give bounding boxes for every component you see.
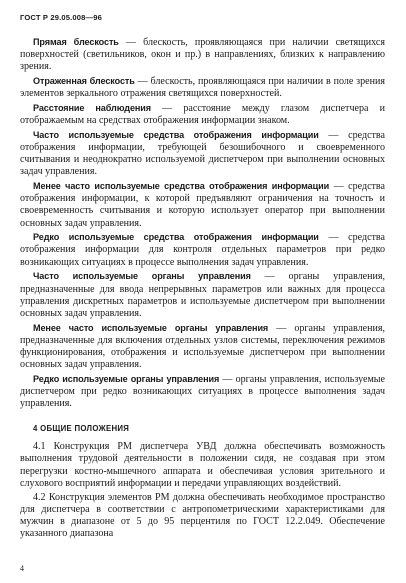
definition-text: — органы управления, предназначенные для включения отдельных узлов системы, переключения режимов функционирования, отображения и используемые диспетчером при выполнении основных задач управления. — [20, 322, 385, 371]
section-paragraph: 4.1 Конструкция РМ диспетчера УВД должна обеспечивать возможность выполнения трудовой деятельности в положении сидя, не создавая при этом перегрузки костно-мышечного аппарата и обеспечивая условия зрительного и слухового восприятий информации и передачи управляющих воздействий. — [20, 441, 385, 489]
definition-term: Менее часто используемые средства отображения информации — [33, 181, 330, 192]
definition-paragraph — [20, 180, 385, 230]
page-number: 4 — [20, 564, 24, 573]
definition-paragraph — [20, 373, 385, 410]
definition-text: — блескость, проявляющаяся при наличии в поле зрения элементов зеркального отражения светящихся поверхностей. — [20, 76, 385, 100]
definition-paragraph — [20, 270, 385, 320]
section-paragraph: 4.2 Конструкция элементов РМ должна обеспечивать необходимое пространство для диспетчера в соответствии с антропометрическими характеристиками для мужчин в диапазоне от 5 до 95 перцентиля по ГОСТ 12.2.049. Обеспечение указанного диапазона — [20, 491, 385, 539]
definition-term: Редко используемые средства отображения информации — [33, 232, 319, 243]
definition-term: Расстояние наблюдения — [33, 102, 151, 113]
definition-paragraph — [20, 75, 385, 100]
section-heading: 4 ОБЩИЕ ПОЛОЖЕНИЯ — [33, 424, 130, 434]
definition-term: Часто используемые средства отображения информации — [33, 129, 319, 140]
definition-text: — средства отображения информации, к которой предъявляют ограничения на точность и своевременность считывания и которую использует оператор при выполнении основных задач управления. — [20, 181, 385, 229]
definition-paragraph — [20, 322, 385, 372]
definition-text: — органы управления, используемые диспетчером при редко возникающих ситуациях в процессе выполнения задач управления. — [20, 373, 386, 410]
definition-text: — средства отображения информации для контроля отдельных параметров при редко возникающих ситуациях в процессе выполнения задач управления. — [20, 232, 385, 268]
definition-text: — блескость, проявляющаяся при наличии светящихся поверхностей (светильников, окон и пр.) в направлениях, близких к направлению зрения. — [20, 37, 385, 73]
definition-paragraph — [20, 36, 385, 73]
standard-header: ГОСТ Р 29.05.008—96 — [20, 13, 103, 22]
definition-text: — органы управления, предназначенные для ввода непрерывных параметров или важных для процесса управления дискретных параметров и используемые диспетчером при выполнении основных задач управления. — [20, 271, 385, 319]
definition-term: Часто используемые органы управления — [33, 271, 251, 282]
definition-text: — средства отображения информации, требующей безошибочного и своевременного считывания и неоднократно используемой диспетчером при выполнении основных задач управления. — [20, 129, 385, 178]
document-body — [20, 36, 385, 542]
definition-term: Отраженная блескость — [33, 76, 135, 87]
definition-paragraph — [20, 102, 385, 127]
definition-term: Прямая блескость — [33, 37, 119, 47]
definition-term: Менее часто используемые органы управления — [33, 322, 269, 333]
definition-term: Редко используемые органы управления — [33, 373, 220, 384]
definition-paragraph — [20, 231, 385, 268]
definition-text: — расстояние между глазом диспетчера и отображаемым на средствах отображения информации знаком. — [20, 102, 385, 127]
definition-paragraph — [20, 129, 385, 179]
